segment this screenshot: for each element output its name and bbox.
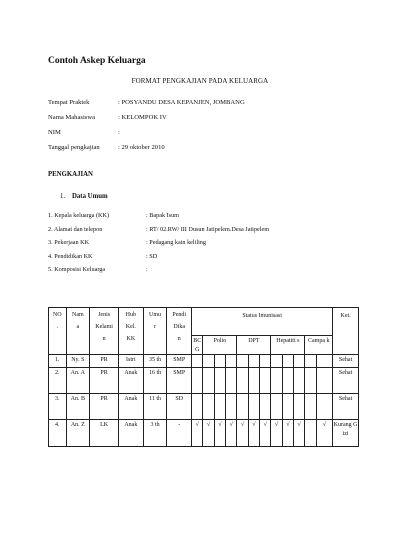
- cell-immunization-mark: [203, 394, 214, 420]
- cell-immunization-mark: [203, 368, 214, 394]
- cell-no: 2.: [49, 368, 67, 394]
- kk-label: 3. Pekerjaan KK: [48, 239, 90, 246]
- cell-immunization-mark: [226, 394, 237, 420]
- family-composition-table: [48, 307, 359, 447]
- cell-umur: 16 th: [143, 368, 167, 394]
- cell-pend: -: [167, 420, 192, 447]
- cell-immunization-mark: √: [248, 420, 259, 447]
- cell-immunization-mark: [316, 368, 332, 394]
- table-body: [49, 355, 359, 447]
- cell-jk: LK: [90, 420, 119, 447]
- kk-label: 2. Alamat dan telepon: [48, 225, 103, 233]
- cell-pend: SD: [167, 394, 192, 420]
- cell-immunization-mark: [305, 355, 316, 368]
- header-keterangan: Ket.: [333, 308, 359, 355]
- info-label: NIM: [48, 129, 61, 136]
- cell-nama: An. Z: [66, 420, 90, 447]
- kk-label: 5. Komposisi Keluarga: [48, 266, 106, 273]
- table-row: [49, 368, 359, 394]
- header-pendidikan: Pendi Dika n: [167, 308, 192, 355]
- cell-immunization-mark: √: [237, 420, 248, 447]
- header-jenis-kelamin: Jenis Kelami n: [90, 308, 119, 355]
- cell-immunization-mark: √: [282, 420, 293, 447]
- cell-immunization-mark: [192, 368, 203, 394]
- cell-keterangan: Sehat: [333, 368, 359, 394]
- cell-umur: 35 th: [143, 355, 167, 368]
- cell-immunization-mark: [305, 368, 316, 394]
- cell-immunization-mark: √: [271, 420, 282, 447]
- header-status-imunisasi: Status Imunisasi: [192, 308, 333, 336]
- cell-immunization-mark: √: [260, 420, 271, 447]
- cell-immunization-mark: [214, 368, 225, 394]
- subsection-heading: [60, 193, 108, 200]
- cell-immunization-mark: [316, 394, 332, 420]
- cell-nama: An. B: [66, 394, 90, 420]
- cell-immunization-mark: √: [203, 420, 214, 447]
- form-title: FORMAT PENGKAJIAN PADA KELUARGA: [131, 77, 269, 85]
- cell-immunization-mark: [271, 368, 282, 394]
- info-value: :: [118, 129, 120, 136]
- kk-value: : RT/ 02.RW/ III Dusun Jatipelem.Desa Jatipelem: [146, 225, 270, 233]
- cell-immunization-mark: [305, 420, 316, 447]
- info-label: Nama Mahasiswa: [48, 114, 96, 121]
- cell-immunization-mark: [316, 355, 332, 368]
- cell-jk: PR: [90, 394, 119, 420]
- cell-immunization-mark: [305, 394, 316, 420]
- cell-immunization-mark: [248, 394, 259, 420]
- cell-immunization-mark: [237, 394, 248, 420]
- cell-immunization-mark: [237, 368, 248, 394]
- subsection-title: Data Umum: [72, 193, 108, 200]
- table-header-row: [49, 308, 359, 336]
- cell-umur: 3 th: [143, 420, 167, 447]
- header-dpt: DPT: [237, 336, 271, 355]
- cell-immunization-mark: [282, 355, 293, 368]
- cell-nama: Ny. S: [66, 355, 90, 368]
- info-value: : 29 oktober 2010: [118, 144, 165, 151]
- cell-immunization-mark: √: [214, 420, 225, 447]
- cell-no: 1.: [49, 355, 67, 368]
- cell-no: 3.: [49, 394, 67, 420]
- cell-immunization-mark: √: [226, 420, 237, 447]
- table-row: [49, 420, 359, 447]
- cell-pend: SMP: [167, 368, 192, 394]
- cell-immunization-mark: √: [192, 420, 203, 447]
- cell-immunization-mark: [271, 394, 282, 420]
- kk-value: : Bapak Isum: [146, 212, 179, 219]
- cell-immunization-mark: [237, 355, 248, 368]
- cell-keterangan: Sehat: [333, 394, 359, 420]
- cell-umur: 11 th: [143, 394, 167, 420]
- header-no: NO .: [49, 308, 67, 355]
- cell-jk: PR: [90, 368, 119, 394]
- cell-immunization-mark: [248, 368, 259, 394]
- kk-label: 1. Kepala keluarga (KK): [48, 212, 110, 219]
- cell-keterangan: Kurang Gizi: [333, 420, 359, 447]
- cell-immunization-mark: √: [294, 420, 305, 447]
- table-row: [49, 355, 359, 368]
- cell-no: 4.: [49, 420, 67, 447]
- cell-immunization-mark: [294, 368, 305, 394]
- header-hepatitis: Hepatiti s: [271, 336, 305, 355]
- cell-hub: Anak: [119, 394, 144, 420]
- kk-value: :: [146, 266, 148, 273]
- cell-pend: SMP: [167, 355, 192, 368]
- cell-nama: An. A: [66, 368, 90, 394]
- info-value: : POSYANDU DESA KEPANJEN, JOMBANG: [118, 99, 245, 106]
- section-heading: PENGKAJIAN: [48, 171, 93, 178]
- cell-hub: Anak: [119, 368, 144, 394]
- info-value: : KELOMPOK IV: [118, 114, 167, 121]
- cell-hub: Anak: [119, 420, 144, 447]
- cell-immunization-mark: √: [316, 420, 332, 447]
- cell-jk: PR: [90, 355, 119, 368]
- cell-immunization-mark: [226, 368, 237, 394]
- info-label: Tanggal pengkajian: [48, 144, 100, 151]
- cell-keterangan: Sehat: [333, 355, 359, 368]
- cell-immunization-mark: [214, 394, 225, 420]
- cell-immunization-mark: [260, 394, 271, 420]
- kk-value: : Pedagang kain keliling: [146, 239, 206, 246]
- info-label: Tempat Praktek: [48, 99, 90, 106]
- header-bcg: BC G: [192, 336, 203, 355]
- cell-immunization-mark: [271, 355, 282, 368]
- cell-immunization-mark: [192, 394, 203, 420]
- cell-immunization-mark: [226, 355, 237, 368]
- table-row: [49, 394, 359, 420]
- header-polio: Polio: [203, 336, 237, 355]
- kk-value: : SD: [146, 252, 158, 260]
- kk-label: 4. Pendidikan KK: [48, 252, 93, 260]
- cell-immunization-mark: [214, 355, 225, 368]
- header-campak: Campa k: [305, 336, 333, 355]
- subsection-number: 1.: [60, 193, 66, 200]
- cell-immunization-mark: [203, 355, 214, 368]
- cell-immunization-mark: [248, 355, 259, 368]
- cell-immunization-mark: [260, 355, 271, 368]
- cell-immunization-mark: [294, 394, 305, 420]
- cell-hub: Istri: [119, 355, 144, 368]
- header-nama: Nam a: [66, 308, 90, 355]
- cell-immunization-mark: [294, 355, 305, 368]
- cell-immunization-mark: [192, 355, 203, 368]
- cell-immunization-mark: [260, 368, 271, 394]
- header-umur: Umu r: [143, 308, 167, 355]
- header-hubungan: Hub Kel. KK: [119, 308, 144, 355]
- document-title: Contoh Askep Keluarga: [48, 56, 146, 66]
- cell-immunization-mark: [282, 394, 293, 420]
- cell-immunization-mark: [282, 368, 293, 394]
